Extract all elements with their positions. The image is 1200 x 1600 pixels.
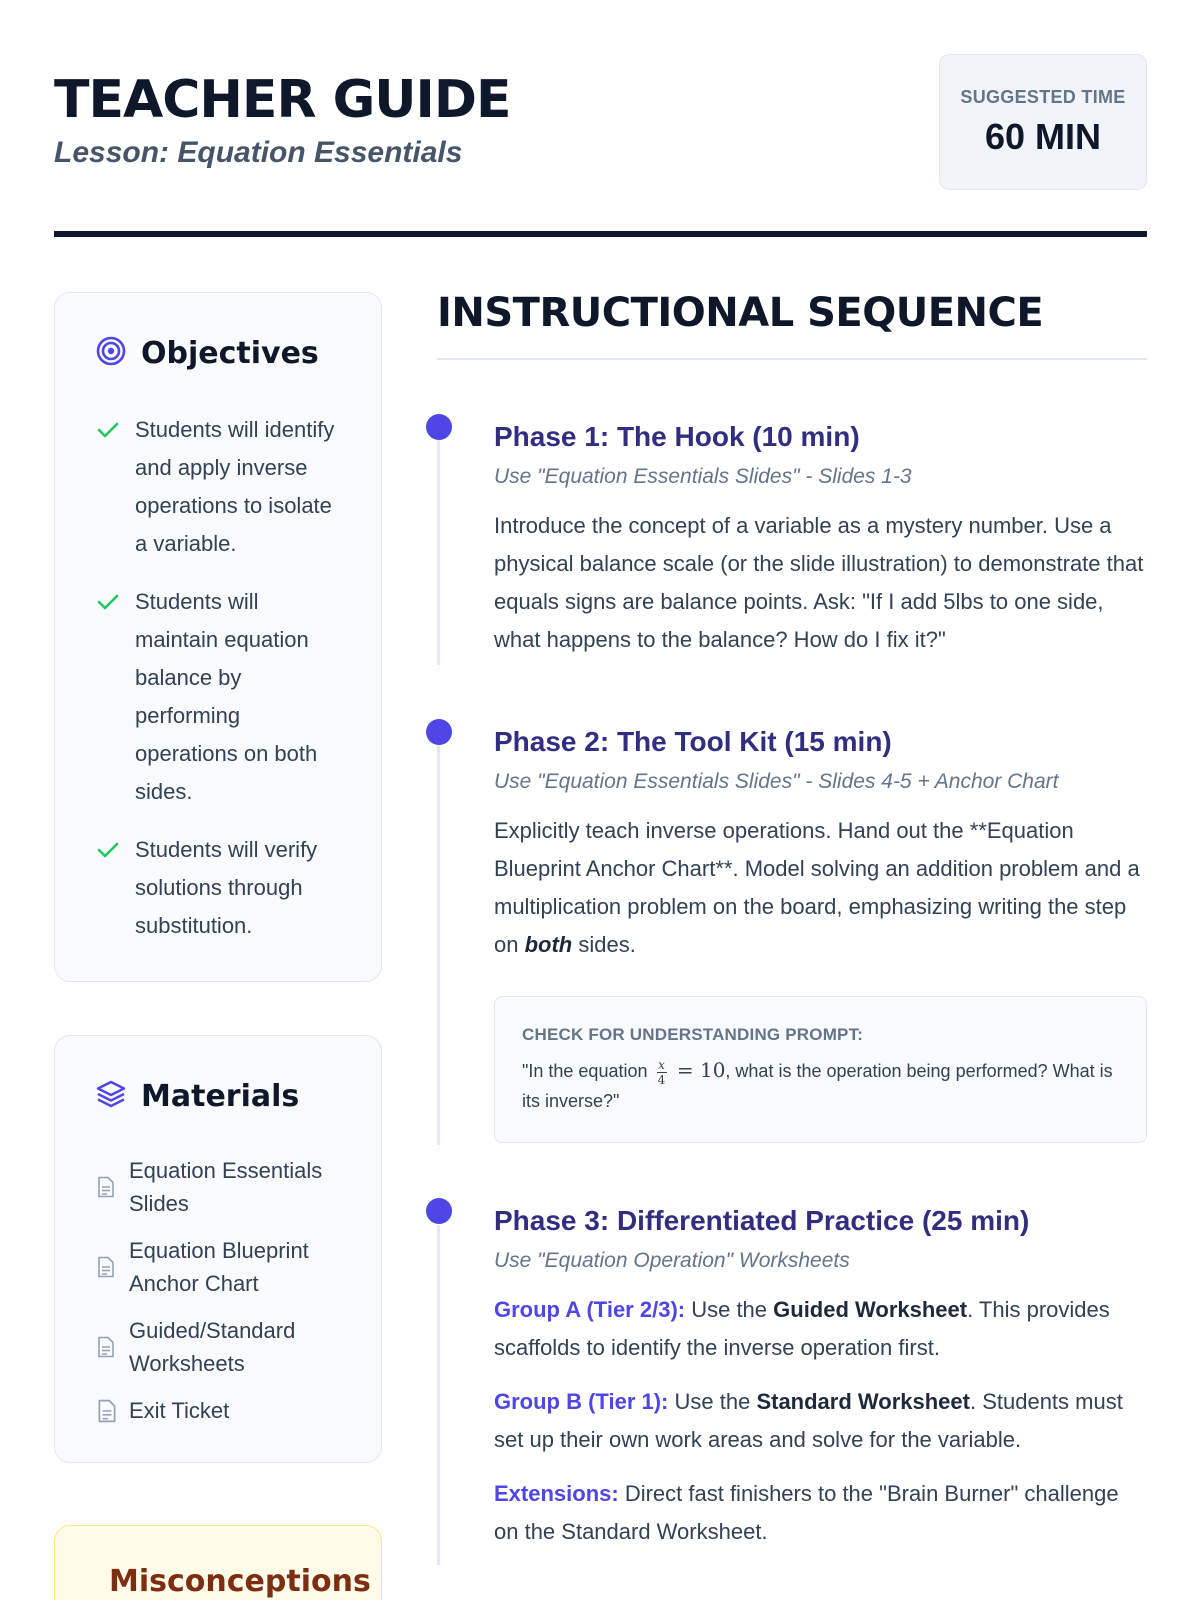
check-icon [97, 583, 121, 621]
lesson-subtitle: Lesson: Equation Essentials [54, 136, 463, 169]
phase-body [494, 812, 1147, 964]
phase-1 [494, 419, 1147, 659]
section-divider [437, 358, 1147, 360]
tier-text: Use the [685, 1297, 774, 1322]
timeline-line [437, 440, 440, 665]
list-item [97, 583, 347, 811]
tier-text: . Students must set up their own work areas and solve for the variable. [494, 1389, 1123, 1452]
objectives-card [54, 292, 382, 982]
cfu-text-part: , what is the operation being performed? What is its inverse?" [522, 1061, 1113, 1111]
phase-subtitle: Use "Equation Essentials Slides" - Slides 1-3 [494, 465, 912, 488]
extensions-tag: Extensions: [494, 1481, 619, 1506]
document-icon [97, 1399, 117, 1423]
objective-text: Students will maintain equation balance by performing operations on both sides. [135, 589, 318, 804]
material-text: Guided/Standard Worksheets [129, 1318, 296, 1376]
extensions-text [494, 1475, 1147, 1551]
group-a-text [494, 1291, 1147, 1367]
phase-2 [494, 724, 1147, 1143]
list-item [97, 1154, 347, 1220]
tier-text: . This provides scaffolds to identify the inverse operation first. [494, 1297, 1110, 1360]
phase-body-text: Explicitly teach inverse operations. Hand out the **Equation Blueprint Anchor Chart**. Model solving an addition problem and a multiplication problem on the board, emphasizing writing the step on [494, 818, 1140, 957]
tier-text: Direct fast finishers to the "Brain Burner" challenge on the Standard Worksheet. [494, 1481, 1119, 1544]
cfu-label: CHECK FOR UNDERSTANDING PROMPT: [522, 1025, 864, 1044]
timeline-dot [426, 1198, 452, 1224]
document-icon [97, 1176, 117, 1198]
group-b-text [494, 1383, 1147, 1459]
objective-text: Students will identify and apply inverse operations to isolate a variable. [135, 417, 335, 556]
list-item [97, 1314, 347, 1380]
material-text: Exit Ticket [129, 1398, 230, 1423]
fraction-numerator: x [658, 1057, 665, 1072]
page-title: TEACHER GUIDE [54, 70, 511, 130]
check-for-understanding-box [494, 996, 1147, 1143]
check-icon [97, 411, 121, 449]
list-item [97, 831, 347, 945]
misconceptions-title: Misconceptions [109, 1564, 371, 1599]
list-item [97, 411, 347, 563]
timeline-line [437, 1225, 440, 1565]
suggested-time-box [939, 54, 1147, 190]
material-text: Equation Blueprint Anchor Chart [129, 1238, 309, 1296]
phase-title: Phase 2: The Tool Kit (15 min) [494, 726, 892, 757]
material-text: Equation Essentials Slides [129, 1158, 323, 1216]
section-title: INSTRUCTIONAL SEQUENCE [437, 290, 1044, 336]
group-a-tag: Group A (Tier 2/3): [494, 1297, 686, 1322]
guide-header [54, 52, 1147, 192]
fraction [657, 1059, 667, 1086]
list-item [97, 1394, 347, 1427]
cfu-text-part: "In the equation [522, 1061, 653, 1081]
materials-card [54, 1035, 382, 1463]
layers-icon [95, 1078, 127, 1115]
phase-3 [494, 1203, 1147, 1551]
phase-body: Introduce the concept of a variable as a mystery number. Use a physical balance scale (or the slide illustration) to demonstrate that equals signs are balance points. Ask: "If I add 5lbs to one side, what happens to the balance? How do I fix it?" [494, 513, 1144, 652]
timeline-dot [426, 414, 452, 440]
objective-text: Students will verify solutions through substitution. [135, 837, 318, 938]
phase-body-text: sides. [572, 932, 636, 957]
tier-bold: Guided Worksheet [773, 1297, 968, 1322]
objectives-list [97, 411, 347, 965]
phase-title: Phase 1: The Hook (10 min) [494, 421, 860, 452]
header-divider [54, 231, 1147, 237]
tier-text: Use the [668, 1389, 757, 1414]
timeline-line [437, 745, 440, 1145]
target-icon [95, 335, 127, 372]
suggested-time-value: 60 MIN [984, 116, 1102, 157]
check-icon [97, 831, 121, 869]
phase-subtitle: Use "Equation Essentials Slides" - Slides 4-5 + Anchor Chart [494, 770, 1059, 793]
materials-list [97, 1154, 347, 1441]
tier-bold: Standard Worksheet [756, 1389, 970, 1414]
group-b-tag: Group B (Tier 1): [494, 1389, 669, 1414]
fraction-denominator: 4 [657, 1072, 666, 1087]
materials-header [95, 1078, 299, 1115]
timeline-dot [426, 719, 452, 745]
list-item [97, 1234, 347, 1300]
document-icon [97, 1336, 117, 1358]
cfu-text [522, 1055, 1119, 1116]
phase-title: Phase 3: Differentiated Practice (25 min) [494, 1205, 1030, 1236]
objectives-title: Objectives [141, 336, 319, 371]
phase-subtitle: Use "Equation Operation" Worksheets [494, 1249, 850, 1272]
document-icon [97, 1256, 117, 1278]
suggested-time-label: SUGGESTED TIME [960, 87, 1126, 107]
misconceptions-card [54, 1525, 382, 1600]
phase-body-emphasis: both [524, 932, 573, 957]
materials-title: Materials [141, 1079, 300, 1114]
cfu-math: = 10 [670, 1058, 726, 1082]
objectives-header [95, 335, 319, 372]
